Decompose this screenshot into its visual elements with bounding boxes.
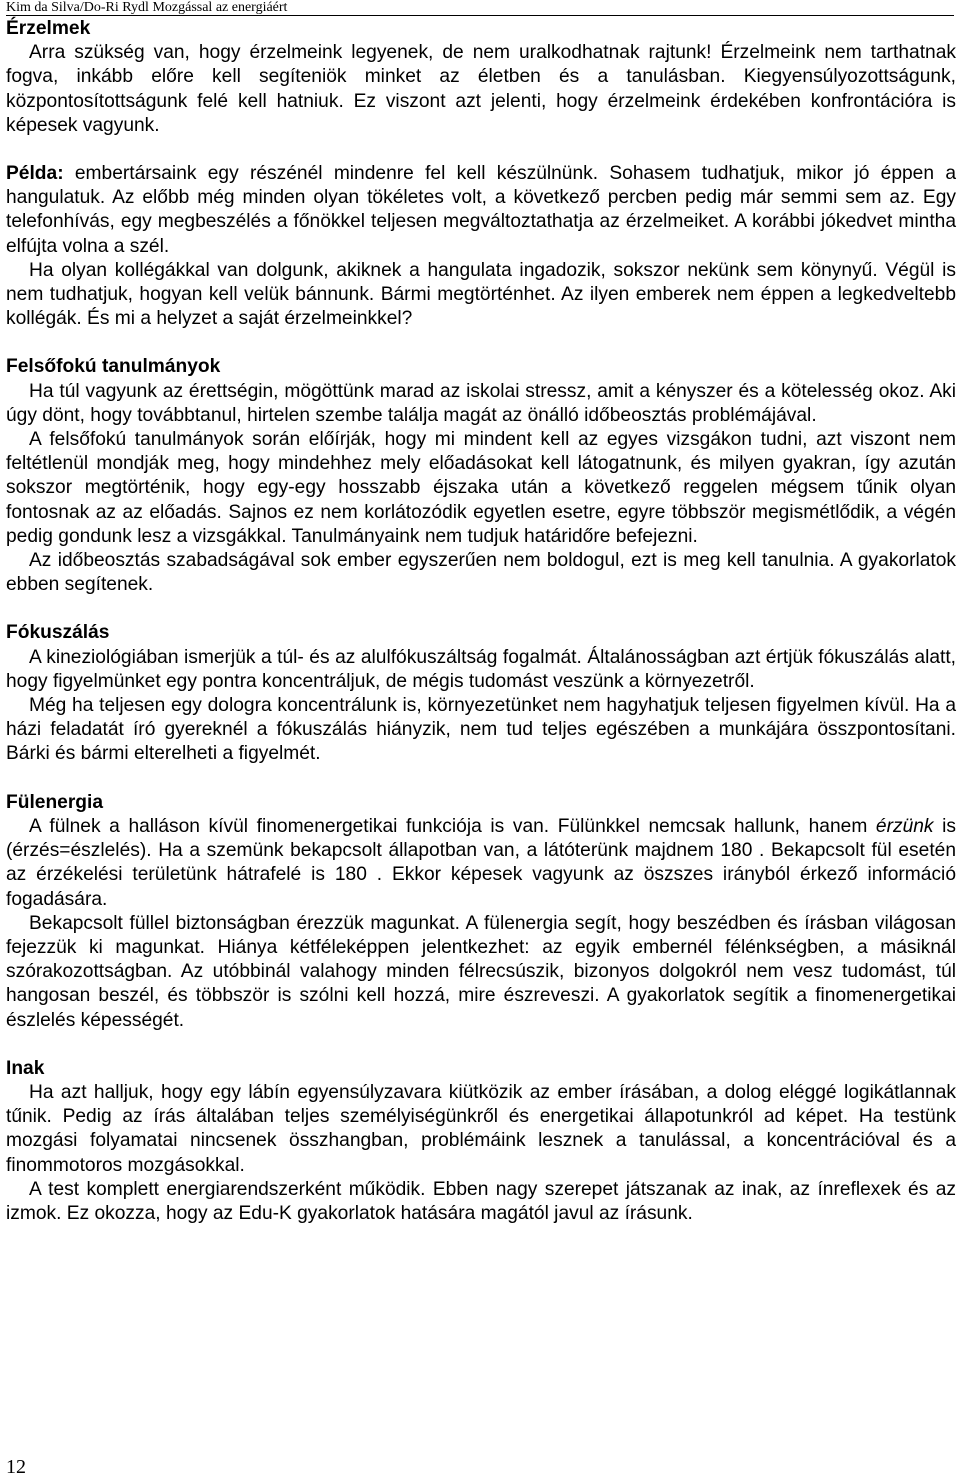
paragraph: A kineziológiában ismerjük a túl- és az alulfókuszáltság fogalmát. Általánosságban azt értjük fókuszálás alatt, hogy figyelmünket egy pontra koncentráljuk, de mégis tudomást veszünk a környezetről. [6, 646, 956, 692]
paragraph: Ha túl vagyunk az érettségin, mögöttünk marad az iskolai stressz, amit a kényszer és a kötelesség okoz. Aki úgy dönt, hogy továbbtanul, hirtelen szembe találja magát az önálló időbeosztás problémájával. [6, 380, 956, 426]
paragraph: Bekapcsolt füllel biztonságban érezzük magunkat. A fülenergia segít, hogy beszédben és írásban világosan fejezzük ki magunkat. Hiánya kétféleképpen jelentkezhet: az egyik embernél félénkségben, a másiknál szórakozottságban. Az utóbbinál valahogy minden félrecsúszik, bizonyos dolgokról nem vesz tudomást, túl hangosan beszél, és többször is szólni kell hozzá, mire észreveszi. A gyakorlatok segítik a finomenergetikai észlelés képességét. [6, 912, 956, 1031]
page-number: 12 [6, 1456, 26, 1478]
heading-erzelmek: Érzelmek [6, 18, 91, 39]
paragraph: Ha azt halljuk, hogy egy lábín egyensúlyzavara kiütközik az ember írásában, a dolog eléggé logikátlannak tűnik. Pedig az írás általában teljes személyiségünkről és energetikai állapotunkról ad képet. Ha testünk mozgási folyamatai nincsenek összhangban, problémáink lesznek a tanulással, a koncentrációval és a finommotoros mozgásokkal. [6, 1081, 956, 1176]
text-run: A fülnek a halláson kívül finomenergetikai funkciója is van. Fülünkkel nemcsak hallunk, hanem [29, 815, 876, 837]
heading-fulenergia: Fülenergia [6, 791, 104, 813]
paragraph: Arra szükség van, hogy érzelmeink legyenek, de nem uralkodhatnak rajtunk! Érzelmeink nem tarthatnak fogva, inkább előre kell segíteniök minket az életben és a tanulásban. Kiegyensúlyozottságunk, központosítottságunk felé kell hatniuk. Ez viszont azt jelenti, hogy érzelmeink érdekében konfrontációra is képesek vagyunk. [6, 42, 956, 136]
heading-felsofoku: Felsőfokú tanulmányok [6, 356, 221, 378]
paragraph: A felsőfokú tanulmányok során előírják, hogy mi mindent kell az egyes vizsgákon tudni, azt viszont nem feltétlenül mondják meg, hogy mindehhez mely előadásokat kell látogatnunk, és milyen gyakran, így azután sokszor megtörténik, hogy egy-egy hosszabb éjszaka után a következő reggelen mégsem tűnik olyan fontosnak az az előadás. Sajnos ez nem korlátozódik egyetlen esetre, egyre többször megismétlődik, a végén pedig gondunk lesz a vizsgákkal. Tanulmányaink nem tudjuk határidőre befejezni. [6, 429, 956, 547]
heading-fokuszalas: Fókuszálás [6, 622, 110, 644]
running-header: Kim da Silva/Do-Ri Rydl Mozgással az energiáért [6, 0, 954, 16]
heading-inak: Inak [6, 1057, 45, 1079]
paragraph: A test komplett energiarendszerként működik. Ebben nagy szerepet játszanak az inak, az ínreflexek és az izmok. Ez okozza, hogy az Edu-K gyakorlatok hatására magától javul az írásunk. [6, 1178, 956, 1224]
paragraph: Ha olyan kollégákkal van dolgunk, akiknek a hangulata ingadozik, sokszor nekünk sem könynyű. Végül is nem tudhatjuk, hogyan kell velük bánnunk. Bármi megtörténhet. Az ilyen emberek nem éppen a legkedveltebb kollégák. És mi a helyzet a saját érzelmeinkkel? [6, 259, 956, 330]
page-body [6, 17, 956, 1226]
paragraph: Az időbeosztás szabadságával sok ember egyszerűen nem boldogul, ezt is meg kell tanulnia. A gyakorlatok ebben segítenek. [6, 550, 956, 596]
example-label: Példa: [6, 163, 64, 185]
paragraph [6, 815, 956, 912]
example-paragraph [6, 162, 956, 259]
emphasis: érzünk [875, 815, 934, 837]
paragraph: Még ha teljesen egy dologra koncentrálunk is, környezetünket nem hagyhatjuk teljesen figyelmen kívül. Ha a házi feladatát író gyereknél a fókuszálás hiányzik, nem tud teljes egészében a munkájára összpontosítani. Bárki és bármi elterelheti a figyelmét. [6, 695, 956, 765]
text-run: is (érzés=észlelés). Ha a szemünk bekapcsolt állapotban van, a látóterünk majdnem 180 . Bekapcsolt fül esetén az érzékelési területünk hátrafelé is 180 . Ekkor képesek vagyunk az öszszes irányból érkező információ fogadására. [6, 815, 956, 910]
example-text: embertársaink egy részénél mindenre fel kell készülnünk. Sohasem tudhatjuk, mikor jó éppen a hangulatuk. Az előbb még minden olyan tökéletes volt, a következő percben pedig már semmi sem az. Egy telefonhívás, egy megbeszélés a főnökkel teljesen megváltoztathatja az érzelmeiket. A korábbi jókedvet mintha elfújta volna a szél. [6, 163, 956, 257]
